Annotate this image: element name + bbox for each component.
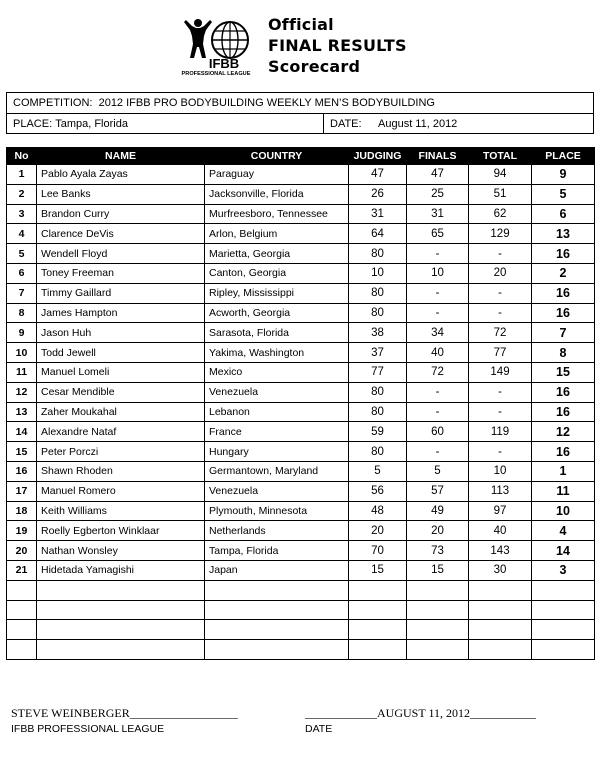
table-row <box>7 461 595 481</box>
empty-table-row <box>7 620 595 640</box>
cell-place: 9 <box>532 165 595 185</box>
cell-total: - <box>469 402 532 422</box>
cell-total: 113 <box>469 481 532 501</box>
cell-total: 94 <box>469 165 532 185</box>
cell-place: 5 <box>532 184 595 204</box>
table-row <box>7 224 595 244</box>
title-line: Scorecard <box>268 57 361 76</box>
cell-country: France <box>205 422 349 442</box>
cell-judging: 38 <box>349 323 407 343</box>
table-row <box>7 501 595 521</box>
cell-judging: 56 <box>349 481 407 501</box>
cell-name: Keith Williams <box>37 501 205 521</box>
cell-place: 7 <box>532 323 595 343</box>
cell-place: 11 <box>532 481 595 501</box>
scorecard-title <box>268 14 407 77</box>
cell-name: Manuel Romero <box>37 481 205 501</box>
cell-name: Nathan Wonsley <box>37 541 205 561</box>
cell-place: 8 <box>532 343 595 363</box>
cell-finals: 25 <box>407 184 469 204</box>
date-signature-line: ____________AUGUST 11, 2012___________ <box>305 706 537 720</box>
cell-total: 20 <box>469 263 532 283</box>
cell-total: 10 <box>469 461 532 481</box>
svg-text:IFBB: IFBB <box>208 56 240 71</box>
cell-finals: 15 <box>407 560 469 580</box>
cell-country: Marietta, Georgia <box>205 244 349 264</box>
empty-cell <box>469 600 532 620</box>
table-header-row <box>7 148 595 165</box>
cell-country: Acworth, Georgia <box>205 303 349 323</box>
results-table <box>6 147 595 660</box>
cell-country: Germantown, Maryland <box>205 461 349 481</box>
cell-finals: 31 <box>407 204 469 224</box>
competition-row <box>7 93 593 113</box>
cell-country: Murfreesboro, Tennessee <box>205 204 349 224</box>
cell-country: Venezuela <box>205 382 349 402</box>
empty-cell <box>205 640 349 660</box>
cell-no: 2 <box>7 184 37 204</box>
cell-finals: 65 <box>407 224 469 244</box>
cell-no: 6 <box>7 263 37 283</box>
table-row <box>7 402 595 422</box>
empty-table-row <box>7 580 595 600</box>
cell-place: 12 <box>532 422 595 442</box>
table-row <box>7 165 595 185</box>
cell-no: 20 <box>7 541 37 561</box>
cell-no: 13 <box>7 402 37 422</box>
signature-block-official <box>11 706 238 735</box>
cell-finals: 47 <box>407 165 469 185</box>
cell-place: 10 <box>532 501 595 521</box>
competition-cell <box>7 93 435 113</box>
cell-finals: - <box>407 382 469 402</box>
table-row <box>7 283 595 303</box>
cell-judging: 37 <box>349 343 407 363</box>
official-signature-line: STEVE WEINBERGER__________________ <box>11 706 238 720</box>
empty-cell <box>37 640 205 660</box>
empty-cell <box>7 620 37 640</box>
scorecard-header <box>0 0 596 86</box>
table-row <box>7 541 595 561</box>
empty-cell <box>37 600 205 620</box>
empty-cell <box>532 640 595 660</box>
empty-cell <box>37 580 205 600</box>
empty-cell <box>205 620 349 640</box>
cell-judging: 64 <box>349 224 407 244</box>
cell-place: 4 <box>532 521 595 541</box>
empty-cell <box>7 640 37 660</box>
cell-finals: - <box>407 402 469 422</box>
table-row <box>7 481 595 501</box>
cell-name: Clarence DeVis <box>37 224 205 244</box>
empty-cell <box>532 580 595 600</box>
ifbb-logo <box>172 14 262 76</box>
cell-country: Netherlands <box>205 521 349 541</box>
cell-finals: - <box>407 244 469 264</box>
cell-no: 1 <box>7 165 37 185</box>
empty-cell <box>407 580 469 600</box>
competition-label: COMPETITION: <box>13 97 93 109</box>
cell-finals: 73 <box>407 541 469 561</box>
cell-judging: 80 <box>349 442 407 462</box>
empty-cell <box>349 580 407 600</box>
cell-country: Mexico <box>205 362 349 382</box>
empty-cell <box>407 620 469 640</box>
cell-place: 2 <box>532 263 595 283</box>
cell-finals: 34 <box>407 323 469 343</box>
cell-total: 129 <box>469 224 532 244</box>
cell-country: Ripley, Mississippi <box>205 283 349 303</box>
date-caption: DATE <box>305 723 333 735</box>
cell-total: - <box>469 283 532 303</box>
cell-country: Arlon, Belgium <box>205 224 349 244</box>
table-row <box>7 362 595 382</box>
cell-judging: 77 <box>349 362 407 382</box>
column-header-finals: FINALS <box>407 148 469 165</box>
empty-cell <box>407 600 469 620</box>
column-header-judging: JUDGING <box>349 148 407 165</box>
table-row <box>7 204 595 224</box>
cell-judging: 48 <box>349 501 407 521</box>
cell-judging: 80 <box>349 244 407 264</box>
cell-total: 30 <box>469 560 532 580</box>
cell-total: 40 <box>469 521 532 541</box>
cell-judging: 10 <box>349 263 407 283</box>
cell-place: 14 <box>532 541 595 561</box>
cell-total: 97 <box>469 501 532 521</box>
table-row <box>7 382 595 402</box>
cell-place: 16 <box>532 402 595 422</box>
empty-table-row <box>7 600 595 620</box>
cell-finals: 49 <box>407 501 469 521</box>
svg-text:PROFESSIONAL LEAGUE: PROFESSIONAL LEAGUE <box>181 71 251 76</box>
table-row <box>7 521 595 541</box>
cell-no: 21 <box>7 560 37 580</box>
cell-country: Plymouth, Minnesota <box>205 501 349 521</box>
table-row <box>7 560 595 580</box>
empty-cell <box>469 580 532 600</box>
empty-cell <box>407 640 469 660</box>
cell-country: Japan <box>205 560 349 580</box>
competition-value: 2012 IFBB PRO BODYBUILDING WEEKLY MEN’S BODYBUILDING <box>98 97 435 109</box>
cell-country: Hungary <box>205 442 349 462</box>
cell-name: James Hampton <box>37 303 205 323</box>
cell-judging: 80 <box>349 402 407 422</box>
title-line: FINAL RESULTS <box>268 36 407 55</box>
table-row <box>7 343 595 363</box>
cell-finals: - <box>407 283 469 303</box>
cell-no: 8 <box>7 303 37 323</box>
cell-no: 18 <box>7 501 37 521</box>
cell-no: 3 <box>7 204 37 224</box>
cell-total: 62 <box>469 204 532 224</box>
place-cell <box>7 114 324 133</box>
cell-total: - <box>469 382 532 402</box>
cell-country: Tampa, Florida <box>205 541 349 561</box>
empty-cell <box>205 580 349 600</box>
cell-judging: 80 <box>349 283 407 303</box>
cell-judging: 80 <box>349 303 407 323</box>
empty-cell <box>349 620 407 640</box>
cell-judging: 80 <box>349 382 407 402</box>
place-value: Tampa, Florida <box>55 117 128 130</box>
cell-no: 14 <box>7 422 37 442</box>
cell-judging: 70 <box>349 541 407 561</box>
cell-judging: 31 <box>349 204 407 224</box>
table-row <box>7 422 595 442</box>
cell-name: Pablo Ayala Zayas <box>37 165 205 185</box>
cell-no: 4 <box>7 224 37 244</box>
empty-cell <box>532 600 595 620</box>
cell-place: 6 <box>532 204 595 224</box>
cell-judging: 20 <box>349 521 407 541</box>
column-header-place: PLACE <box>532 148 595 165</box>
cell-total: 143 <box>469 541 532 561</box>
cell-place: 16 <box>532 382 595 402</box>
cell-place: 16 <box>532 303 595 323</box>
cell-name: Peter Porczi <box>37 442 205 462</box>
cell-country: Lebanon <box>205 402 349 422</box>
cell-finals: 60 <box>407 422 469 442</box>
place-date-row <box>7 113 593 133</box>
column-header-name: NAME <box>37 148 205 165</box>
empty-cell <box>205 600 349 620</box>
cell-finals: 57 <box>407 481 469 501</box>
cell-country: Jacksonville, Florida <box>205 184 349 204</box>
cell-total: 77 <box>469 343 532 363</box>
title-line: Official <box>268 15 334 34</box>
cell-judging: 15 <box>349 560 407 580</box>
cell-no: 19 <box>7 521 37 541</box>
cell-place: 15 <box>532 362 595 382</box>
table-row <box>7 184 595 204</box>
empty-cell <box>469 620 532 640</box>
place-label: PLACE: <box>13 117 53 130</box>
table-row <box>7 244 595 264</box>
cell-total: - <box>469 442 532 462</box>
cell-name: Lee Banks <box>37 184 205 204</box>
cell-place: 3 <box>532 560 595 580</box>
empty-cell <box>349 600 407 620</box>
cell-finals: 5 <box>407 461 469 481</box>
empty-cell <box>7 600 37 620</box>
cell-finals: - <box>407 303 469 323</box>
cell-country: Paraguay <box>205 165 349 185</box>
cell-name: Wendell Floyd <box>37 244 205 264</box>
cell-finals: 72 <box>407 362 469 382</box>
cell-no: 10 <box>7 343 37 363</box>
cell-country: Venezuela <box>205 481 349 501</box>
cell-total: 72 <box>469 323 532 343</box>
cell-name: Timmy Gaillard <box>37 283 205 303</box>
cell-name: Alexandre Nataf <box>37 422 205 442</box>
cell-no: 15 <box>7 442 37 462</box>
cell-finals: 20 <box>407 521 469 541</box>
empty-cell <box>532 620 595 640</box>
empty-table-row <box>7 640 595 660</box>
table-row <box>7 323 595 343</box>
table-row <box>7 442 595 462</box>
cell-no: 7 <box>7 283 37 303</box>
column-header-no: No <box>7 148 37 165</box>
cell-no: 17 <box>7 481 37 501</box>
cell-name: Zaher Moukahal <box>37 402 205 422</box>
cell-place: 16 <box>532 283 595 303</box>
empty-cell <box>349 640 407 660</box>
empty-cell <box>37 620 205 640</box>
table-row <box>7 303 595 323</box>
column-header-total: TOTAL <box>469 148 532 165</box>
cell-name: Todd Jewell <box>37 343 205 363</box>
cell-name: Cesar Mendible <box>37 382 205 402</box>
cell-total: - <box>469 244 532 264</box>
cell-place: 13 <box>532 224 595 244</box>
date-cell <box>324 114 457 133</box>
cell-total: 149 <box>469 362 532 382</box>
cell-name: Shawn Rhoden <box>37 461 205 481</box>
empty-cell <box>469 640 532 660</box>
cell-judging: 26 <box>349 184 407 204</box>
empty-cell <box>7 580 37 600</box>
official-organization: IFBB PROFESSIONAL LEAGUE <box>11 723 165 735</box>
cell-country: Yakima, Washington <box>205 343 349 363</box>
cell-no: 5 <box>7 244 37 264</box>
cell-name: Brandon Curry <box>37 204 205 224</box>
results-body <box>7 165 595 660</box>
cell-no: 12 <box>7 382 37 402</box>
cell-judging: 47 <box>349 165 407 185</box>
cell-total: 51 <box>469 184 532 204</box>
cell-judging: 59 <box>349 422 407 442</box>
cell-no: 9 <box>7 323 37 343</box>
column-header-country: COUNTRY <box>205 148 349 165</box>
cell-place: 1 <box>532 461 595 481</box>
cell-place: 16 <box>532 442 595 462</box>
cell-no: 11 <box>7 362 37 382</box>
cell-country: Sarasota, Florida <box>205 323 349 343</box>
table-row <box>7 263 595 283</box>
date-label: DATE: <box>330 117 362 130</box>
cell-no: 16 <box>7 461 37 481</box>
cell-place: 16 <box>532 244 595 264</box>
cell-finals: 10 <box>407 263 469 283</box>
cell-finals: - <box>407 442 469 462</box>
cell-total: 119 <box>469 422 532 442</box>
cell-country: Canton, Georgia <box>205 263 349 283</box>
cell-name: Manuel Lomeli <box>37 362 205 382</box>
cell-finals: 40 <box>407 343 469 363</box>
cell-name: Toney Freeman <box>37 263 205 283</box>
cell-name: Hidetada Yamagishi <box>37 560 205 580</box>
cell-name: Roelly Egberton Winklaar <box>37 521 205 541</box>
cell-judging: 5 <box>349 461 407 481</box>
competition-info-box <box>6 92 594 134</box>
signature-block-date <box>305 706 536 735</box>
cell-name: Jason Huh <box>37 323 205 343</box>
date-value: August 11, 2012 <box>378 117 458 130</box>
cell-total: - <box>469 303 532 323</box>
